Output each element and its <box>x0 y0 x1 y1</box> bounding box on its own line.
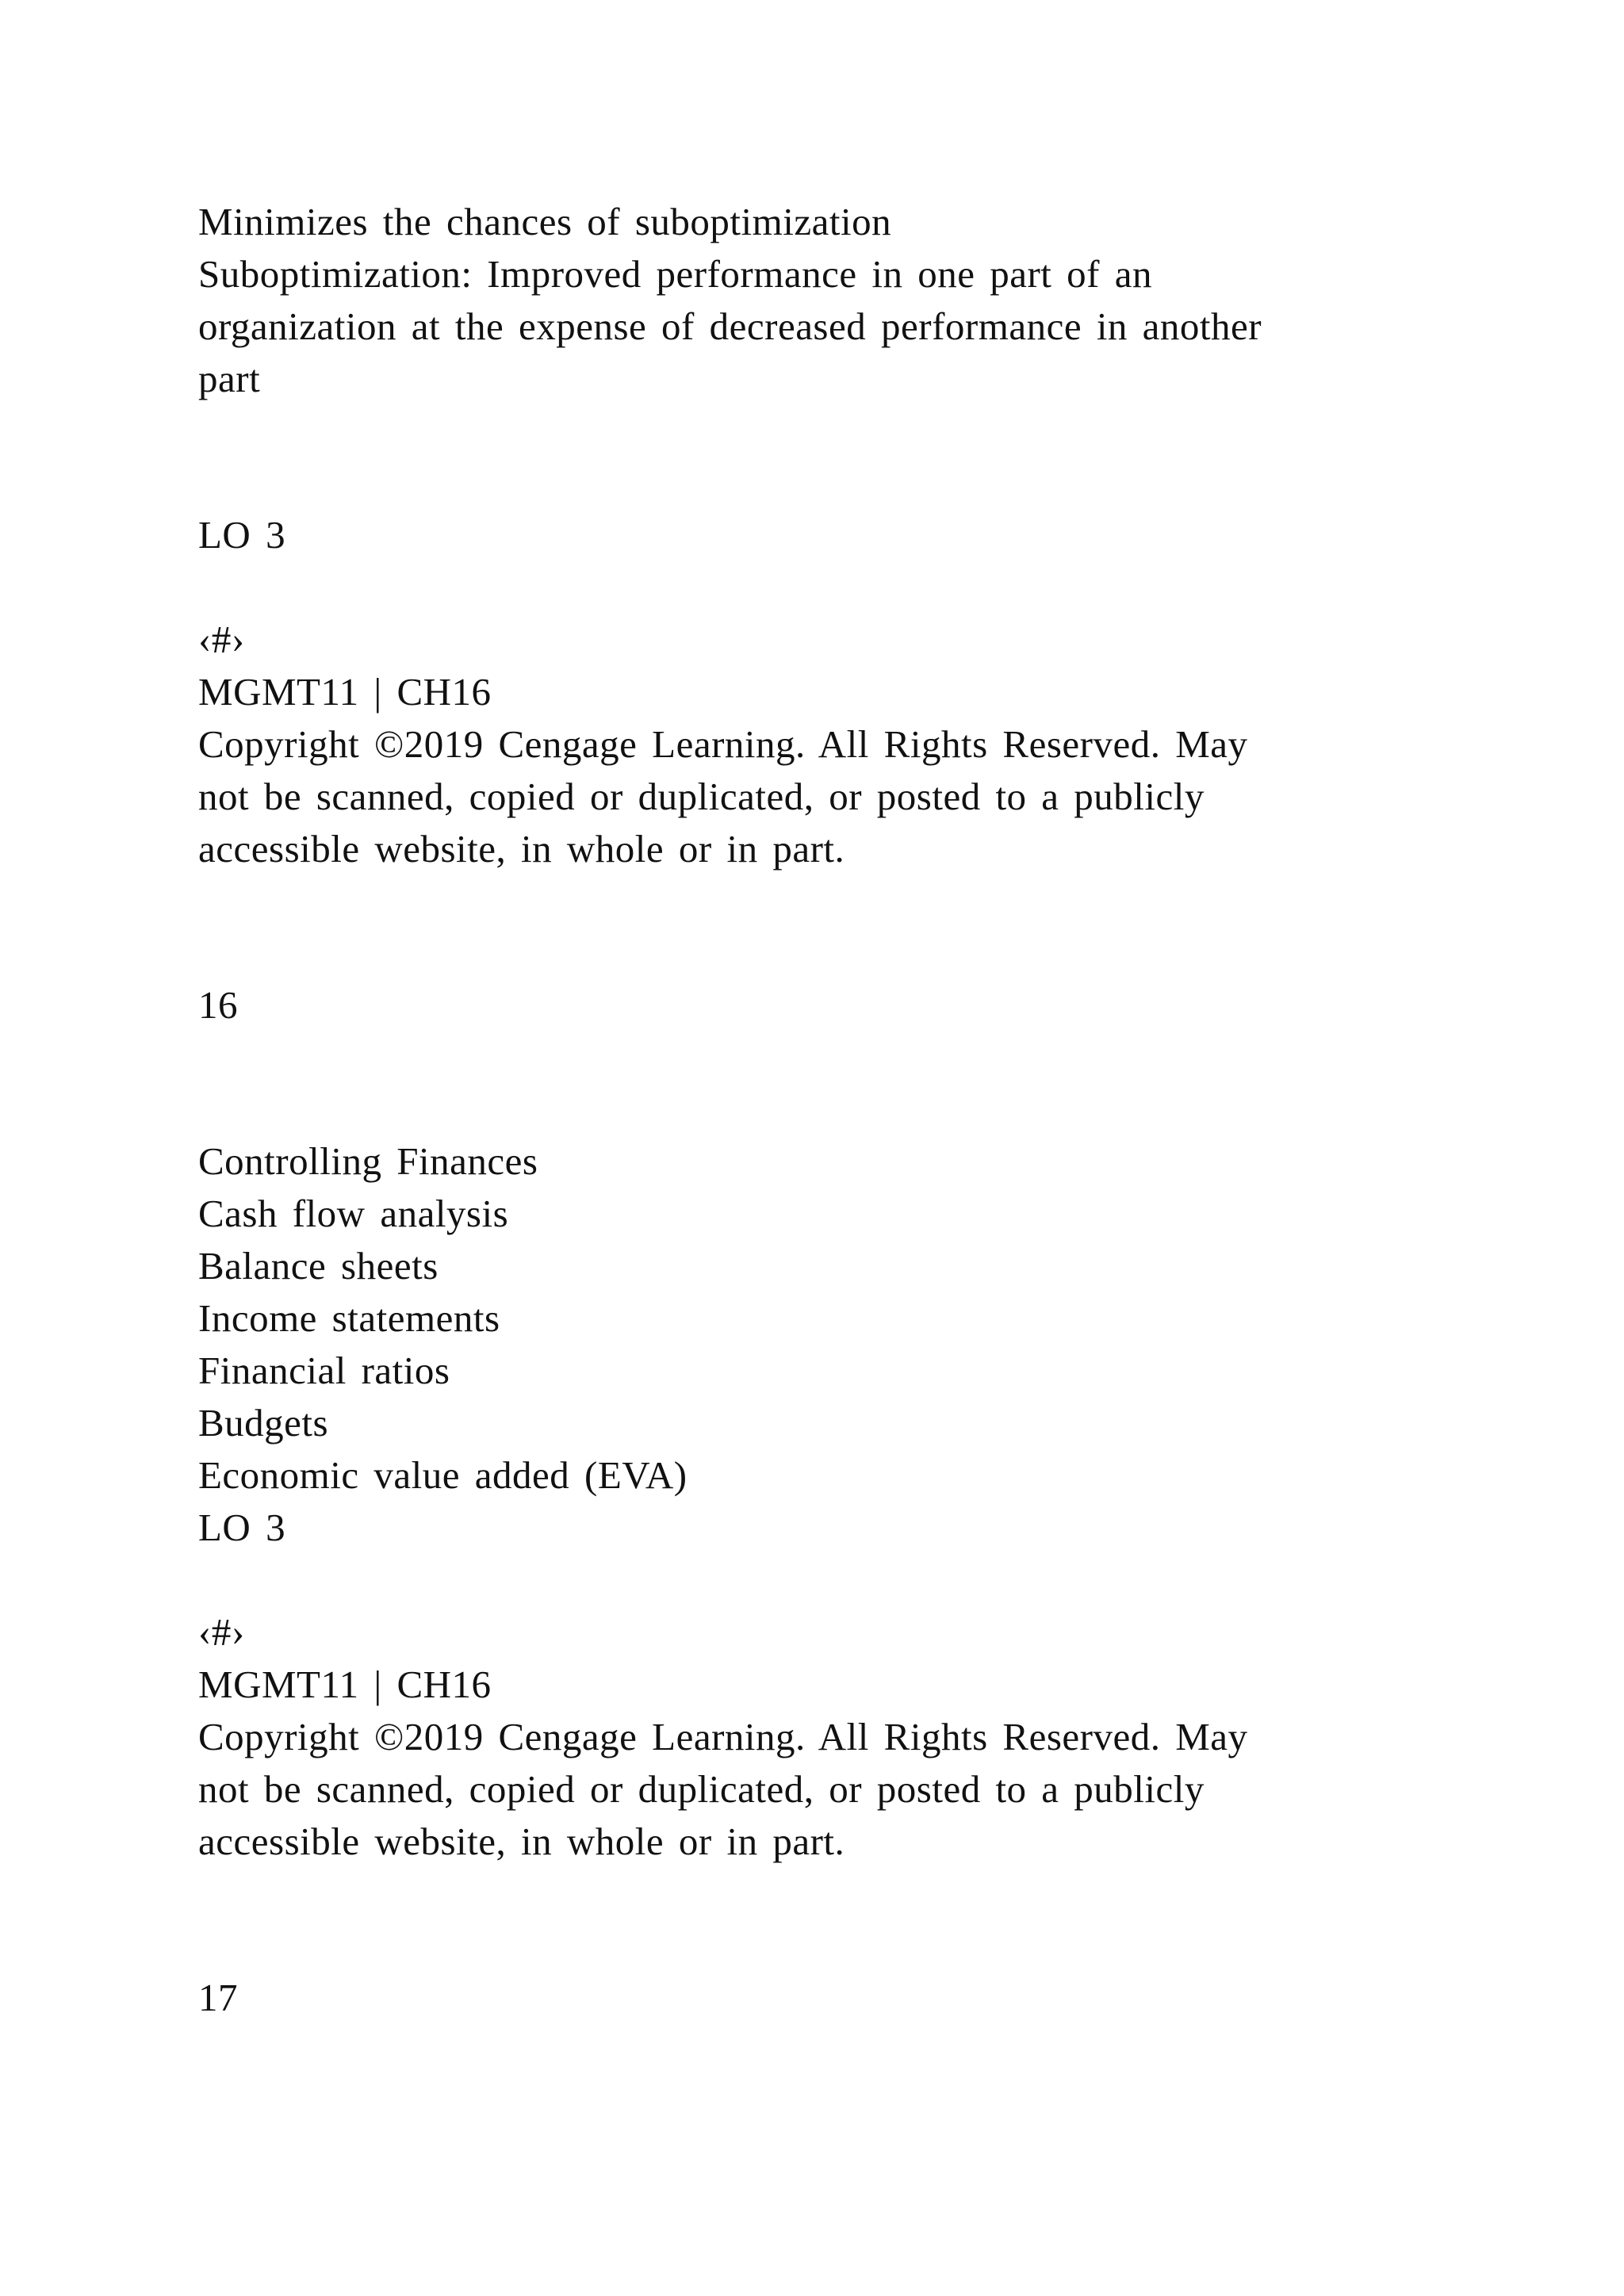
copyright-line: Copyright ©2019 Cengage Learning. All Rights Reserved. May <box>198 1715 1248 1758</box>
copyright-line: accessible website, in whole or in part. <box>198 827 845 871</box>
course-chapter-label: MGMT11 | CH16 <box>198 670 492 714</box>
slide-number-placeholder: ‹#› <box>198 618 245 661</box>
copyright-line: not be scanned, copied or duplicated, or posted to a publicly <box>198 775 1205 818</box>
body-text-line: part <box>198 357 261 400</box>
page-number: 16 <box>198 983 238 1027</box>
list-item: Budgets <box>198 1401 329 1445</box>
body-text-line: Suboptimization: Improved performance in one part of an <box>198 252 1152 296</box>
learning-objective-label: LO 3 <box>198 513 286 557</box>
copyright-line: Copyright ©2019 Cengage Learning. All Rights Reserved. May <box>198 722 1248 766</box>
slide-number-placeholder: ‹#› <box>198 1610 245 1654</box>
page-number: 17 <box>198 1976 238 2019</box>
body-text-line: organization at the expense of decreased performance in another <box>198 304 1262 348</box>
learning-objective-label: LO 3 <box>198 1506 286 1549</box>
list-item: Financial ratios <box>198 1349 450 1392</box>
section-heading: Controlling Finances <box>198 1139 538 1183</box>
copyright-line: not be scanned, copied or duplicated, or posted to a publicly <box>198 1767 1205 1811</box>
list-item: Economic value added (EVA) <box>198 1453 688 1497</box>
list-item: Balance sheets <box>198 1244 439 1288</box>
body-text-line: Minimizes the chances of suboptimization <box>198 200 892 243</box>
list-item: Income statements <box>198 1296 500 1340</box>
course-chapter-label: MGMT11 | CH16 <box>198 1663 492 1706</box>
list-item: Cash flow analysis <box>198 1192 509 1235</box>
copyright-line: accessible website, in whole or in part. <box>198 1820 845 1863</box>
